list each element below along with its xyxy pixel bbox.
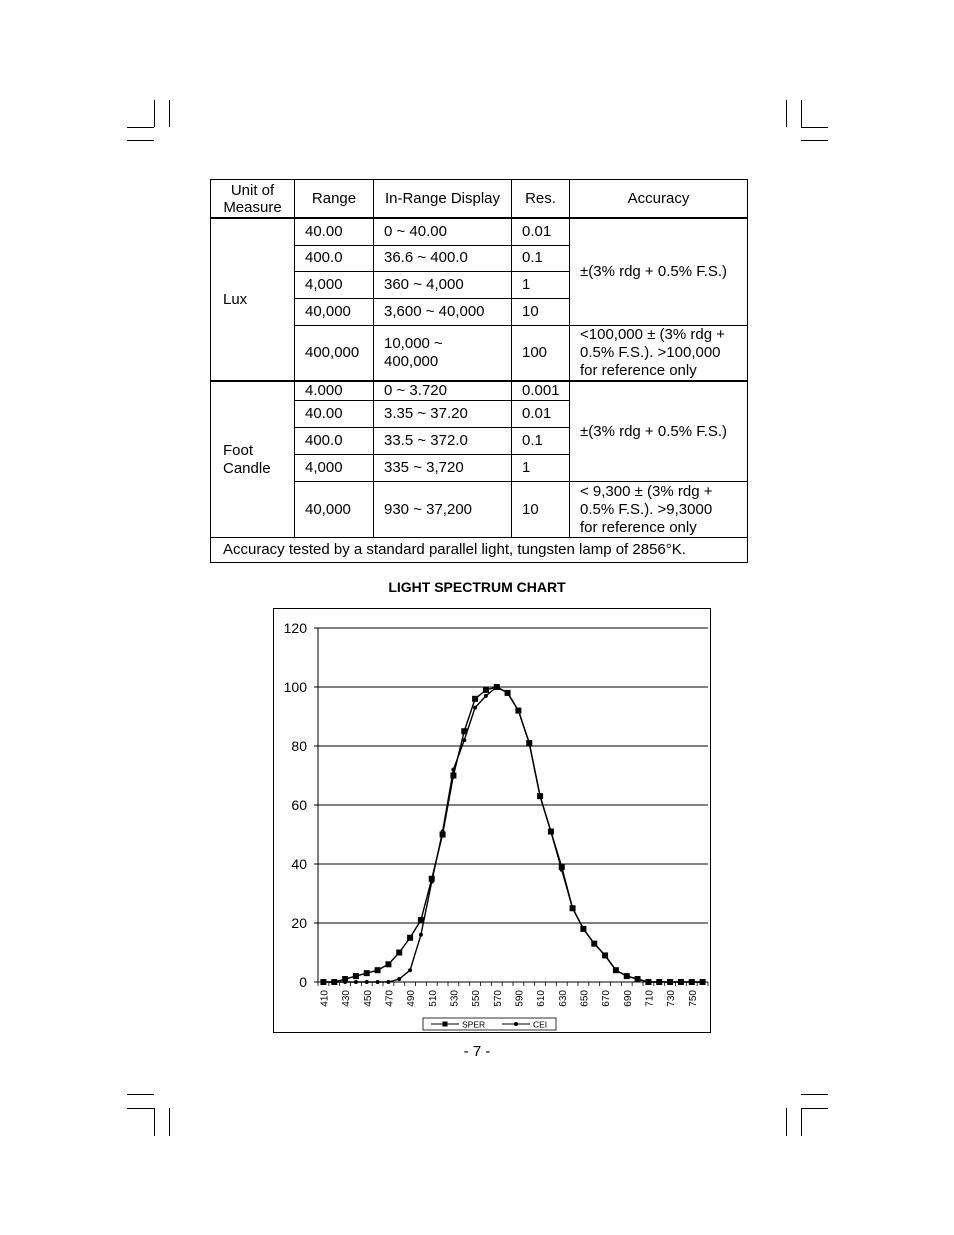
data-point-sper — [396, 950, 402, 956]
y-tick-label: 40 — [291, 856, 307, 872]
res-cell: 0.001 — [512, 381, 570, 401]
crop-mark — [154, 1108, 155, 1136]
data-point-cei — [679, 980, 683, 984]
data-point-cei — [332, 980, 336, 984]
header-unit: Unit of Measure — [211, 180, 295, 219]
legend-marker-sper — [443, 1022, 448, 1027]
crop-mark — [801, 100, 802, 127]
crop-mark — [801, 1108, 828, 1109]
res-cell: 10 — [512, 298, 570, 325]
data-point-cei — [397, 977, 401, 981]
data-point-cei — [516, 709, 520, 713]
range-cell: 40.00 — [295, 218, 374, 245]
data-point-sper — [364, 970, 370, 976]
data-point-cei — [657, 980, 661, 984]
table-row — [211, 381, 748, 401]
data-point-cei — [321, 980, 325, 984]
data-point-cei — [354, 980, 358, 984]
data-point-cei — [365, 980, 369, 984]
res-cell: 0.01 — [512, 218, 570, 245]
data-point-cei — [549, 830, 553, 834]
crop-mark — [801, 127, 828, 128]
y-tick-label: 120 — [283, 620, 307, 636]
data-point-cei — [484, 694, 488, 698]
range-cell: 400.0 — [295, 245, 374, 271]
data-point-cei — [560, 868, 564, 872]
range-cell: 40,000 — [295, 298, 374, 325]
range-cell: 400.0 — [295, 428, 374, 455]
data-point-sper — [353, 973, 359, 979]
display-cell: 10,000 ~ 400,000 — [374, 325, 512, 381]
table-row — [211, 218, 748, 245]
data-point-cei — [495, 685, 499, 689]
crop-mark — [786, 100, 787, 127]
display-cell: 930 ~ 37,200 — [374, 482, 512, 538]
header-display: In-Range Display — [374, 180, 512, 219]
res-cell: 100 — [512, 325, 570, 381]
x-tick-label: 510 — [427, 990, 439, 1007]
res-cell: 1 — [512, 455, 570, 482]
res-cell: 10 — [512, 482, 570, 538]
res-cell: 0.01 — [512, 401, 570, 428]
x-tick-label: 490 — [406, 990, 418, 1007]
crop-mark — [169, 1108, 170, 1136]
data-point-cei — [473, 706, 477, 710]
crop-mark — [154, 100, 155, 127]
res-cell: 0.1 — [512, 245, 570, 271]
table-footnote: Accuracy tested by a standard parallel light, tungsten lamp of 2856°K. — [211, 538, 748, 563]
display-cell: 33.5 ~ 372.0 — [374, 428, 512, 455]
range-cell: 400,000 — [295, 325, 374, 381]
x-tick-label: 570 — [492, 990, 504, 1007]
y-tick-label: 100 — [283, 679, 307, 695]
accuracy-cell: <100,000 ± (3% rdg + 0.5% F.S.). >100,000 for reference only — [570, 325, 748, 381]
data-point-cei — [451, 768, 455, 772]
data-point-cei — [343, 980, 347, 984]
x-tick-label: 730 — [666, 990, 678, 1007]
page-number: - 7 - — [463, 1043, 491, 1060]
x-tick-label: 590 — [514, 990, 526, 1007]
chart-title: LIGHT SPECTRUM CHART — [388, 579, 566, 595]
x-tick-label: 650 — [579, 990, 591, 1007]
x-tick-label: 710 — [644, 990, 656, 1007]
data-point-sper — [385, 961, 391, 967]
y-tick-label: 80 — [291, 738, 307, 754]
crop-mark — [801, 1094, 828, 1095]
unit-foot-candle: Foot Candle — [211, 381, 295, 538]
range-cell: 40.00 — [295, 401, 374, 428]
res-cell: 1 — [512, 271, 570, 298]
x-tick-label: 530 — [449, 990, 461, 1007]
chart-frame — [274, 609, 711, 1033]
data-point-cei — [668, 980, 672, 984]
display-cell: 0 ~ 40.00 — [374, 218, 512, 245]
display-cell: 335 ~ 3,720 — [374, 455, 512, 482]
data-point-cei — [581, 927, 585, 931]
accuracy-cell: < 9,300 ± (3% rdg + 0.5% F.S.). >9,3000 for reference only — [570, 482, 748, 538]
display-cell: 0 ~ 3.720 — [374, 381, 512, 401]
data-point-cei — [538, 794, 542, 798]
crop-mark — [127, 140, 154, 141]
range-cell: 4,000 — [295, 455, 374, 482]
unit-lux: Lux — [211, 218, 295, 381]
crop-mark — [801, 1108, 802, 1136]
data-point-cei — [592, 942, 596, 946]
data-point-cei — [603, 953, 607, 957]
legend-marker-cei — [514, 1022, 518, 1026]
range-cell: 4,000 — [295, 271, 374, 298]
crop-mark — [127, 1094, 154, 1095]
data-point-cei — [386, 980, 390, 984]
data-point-cei — [441, 830, 445, 834]
data-point-cei — [376, 980, 380, 984]
x-tick-label: 550 — [471, 990, 483, 1007]
display-cell: 36.6 ~ 400.0 — [374, 245, 512, 271]
data-point-cei — [408, 968, 412, 972]
data-point-sper — [407, 935, 413, 941]
legend-label-cei: CEI — [533, 1019, 548, 1030]
x-tick-label: 670 — [601, 990, 613, 1007]
header-range: Range — [295, 180, 374, 219]
x-tick-label: 690 — [622, 990, 634, 1007]
data-point-cei — [462, 738, 466, 742]
data-point-cei — [614, 968, 618, 972]
x-tick-label: 630 — [557, 990, 569, 1007]
y-tick-label: 20 — [291, 915, 307, 931]
data-point-cei — [527, 741, 531, 745]
display-cell: 3.35 ~ 37.20 — [374, 401, 512, 428]
light-spectrum-chart — [273, 608, 711, 1033]
x-tick-label: 450 — [362, 990, 374, 1007]
data-point-cei — [646, 980, 650, 984]
x-tick-label: 410 — [319, 990, 331, 1007]
x-tick-label: 750 — [687, 990, 699, 1007]
data-point-cei — [506, 691, 510, 695]
crop-mark — [127, 1108, 154, 1109]
data-point-cei — [636, 977, 640, 981]
data-point-cei — [430, 880, 434, 884]
chart-legend — [423, 1018, 556, 1030]
range-cell: 4.000 — [295, 381, 374, 401]
crop-mark — [127, 127, 154, 128]
display-cell: 360 ~ 4,000 — [374, 271, 512, 298]
header-accuracy: Accuracy — [570, 180, 748, 219]
x-tick-label: 470 — [384, 990, 396, 1007]
x-tick-label: 610 — [536, 990, 548, 1007]
res-cell: 0.1 — [512, 428, 570, 455]
table-header-row — [211, 180, 748, 219]
crop-mark — [786, 1108, 787, 1136]
crop-mark — [801, 140, 828, 141]
header-res: Res. — [512, 180, 570, 219]
data-point-cei — [625, 974, 629, 978]
accuracy-cell: ±(3% rdg + 0.5% F.S.) — [570, 381, 748, 482]
crop-mark — [169, 100, 170, 127]
spec-table — [210, 179, 748, 563]
data-point-cei — [419, 933, 423, 937]
data-point-cei — [701, 980, 705, 984]
x-tick-label: 430 — [341, 990, 353, 1007]
data-point-sper — [375, 967, 381, 973]
y-tick-label: 0 — [299, 974, 307, 990]
table-footnote-row — [211, 538, 748, 563]
y-tick-label: 60 — [291, 797, 307, 813]
accuracy-cell: ±(3% rdg + 0.5% F.S.) — [570, 218, 748, 325]
data-point-sper — [472, 696, 478, 702]
legend-label-sper: SPER — [462, 1019, 486, 1030]
range-cell: 40,000 — [295, 482, 374, 538]
data-point-sper — [483, 687, 489, 693]
data-point-cei — [690, 980, 694, 984]
display-cell: 3,600 ~ 40,000 — [374, 298, 512, 325]
data-point-cei — [571, 906, 575, 910]
